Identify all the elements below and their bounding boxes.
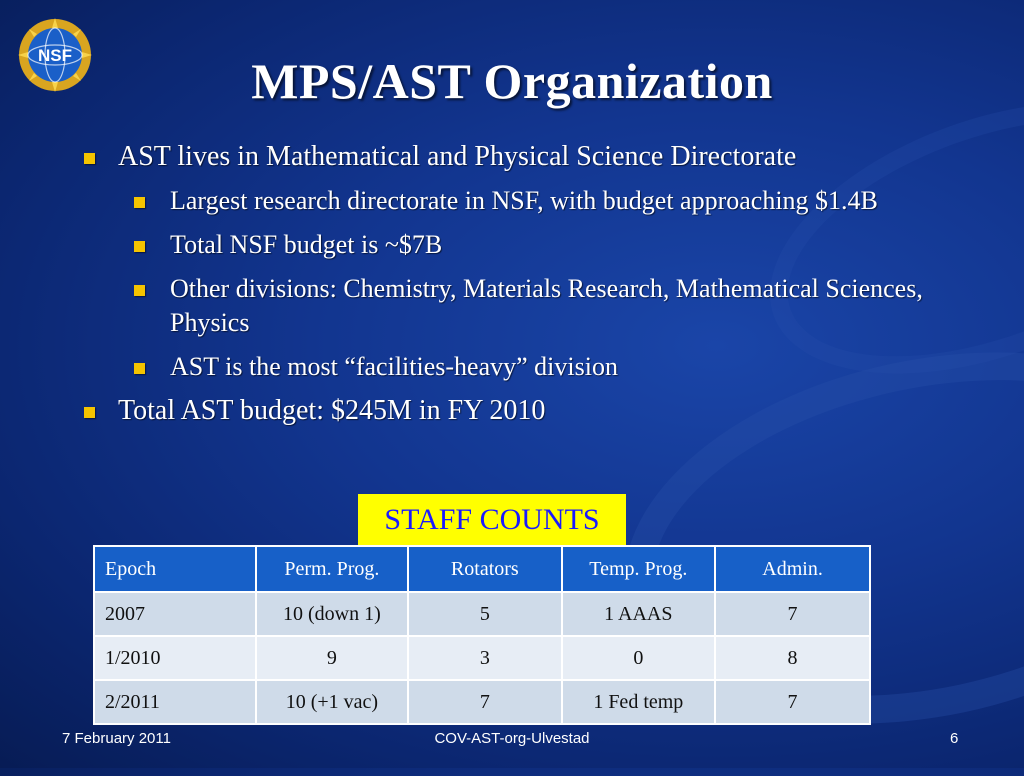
bullet-text: Largest research directorate in NSF, with budget approaching $1.4B <box>170 186 878 215</box>
column-header: Epoch <box>94 546 256 592</box>
bullet-list <box>80 140 960 438</box>
staff-counts-table <box>93 545 871 725</box>
bullet-item <box>80 140 960 174</box>
bullet-square-icon <box>134 285 145 296</box>
table-cell: 2007 <box>94 592 256 636</box>
table-cell: 1 Fed temp <box>562 680 716 724</box>
bullet-square-icon <box>134 363 145 374</box>
table-cell: 1 AAAS <box>562 592 716 636</box>
bullet-text: AST is the most “facilities-heavy” division <box>170 352 618 381</box>
table-cell: 2/2011 <box>94 680 256 724</box>
table-cell: 7 <box>715 680 870 724</box>
table-cell: 1/2010 <box>94 636 256 680</box>
table-row <box>94 680 870 724</box>
table-cell: 9 <box>256 636 408 680</box>
bullet-item <box>80 394 960 428</box>
bullet-square-icon <box>134 241 145 252</box>
page-number: 6 <box>950 730 959 747</box>
table-cell: 8 <box>715 636 870 680</box>
bullet-text: AST lives in Mathematical and Physical Science Directorate <box>118 141 797 172</box>
table-row <box>94 636 870 680</box>
bullet-text: Other divisions: Chemistry, Materials Research, Mathematical Sciences, Physics <box>170 274 923 337</box>
bullet-text: Total NSF budget is ~$7B <box>170 230 443 259</box>
table-cell: 3 <box>408 636 561 680</box>
footer-title: COV-AST-org-Ulvestad <box>434 730 590 747</box>
sub-bullet-item <box>80 350 960 384</box>
staff-counts-label: STAFF COUNTS <box>358 494 626 546</box>
sub-bullet-item <box>80 184 960 218</box>
table-cell: 10 (down 1) <box>256 592 408 636</box>
slide-title: MPS/AST Organization <box>251 53 773 109</box>
table-cell: 5 <box>408 592 561 636</box>
table-cell: 7 <box>715 592 870 636</box>
bullet-square-icon <box>84 407 95 418</box>
sub-bullet-item <box>80 272 960 340</box>
column-header: Perm. Prog. <box>256 546 408 592</box>
bullet-square-icon <box>134 197 145 208</box>
bullet-text: Total AST budget: $245M in FY 2010 <box>118 395 546 426</box>
table-cell: 7 <box>408 680 561 724</box>
footer-date: 7 February 2011 <box>62 730 171 747</box>
column-header: Temp. Prog. <box>562 546 716 592</box>
sub-bullet-item <box>80 228 960 262</box>
logo-text: NSF <box>38 46 72 65</box>
column-header: Rotators <box>408 546 561 592</box>
table-header-row <box>94 546 870 592</box>
table-cell: 10 (+1 vac) <box>256 680 408 724</box>
table-cell: 0 <box>562 636 716 680</box>
column-header: Admin. <box>715 546 870 592</box>
table-row <box>94 592 870 636</box>
bullet-square-icon <box>84 153 95 164</box>
